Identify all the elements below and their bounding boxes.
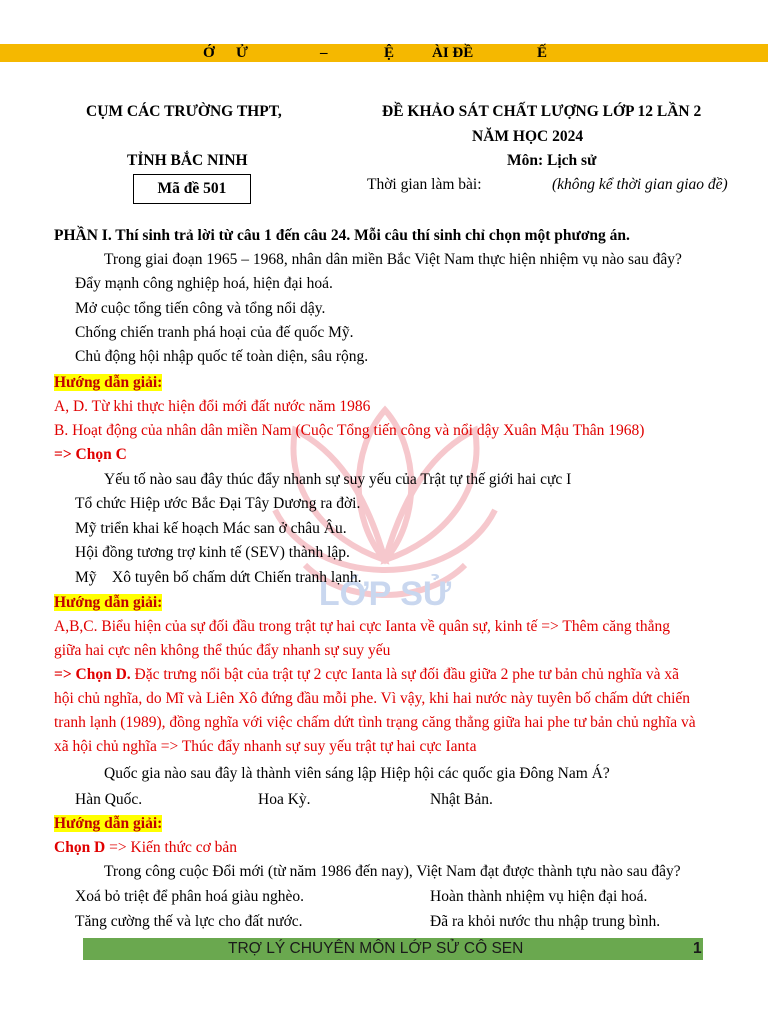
q4-option: Hoàn thành nhiệm vụ hiện đại hoá. [430, 888, 648, 905]
q2-answer-line: hội chủ nghĩa, do Mĩ và Liên Xô đứng đầu mỗi phe. Vì vậy, khi hai nước này tuyên bố chấm dứt chiến [54, 690, 691, 707]
guide-label: Hướng dẫn giải: [54, 374, 163, 391]
guide-label: Hướng dẫn giải: [54, 594, 163, 611]
banner-char: – [320, 45, 328, 61]
question-2: Yếu tố nào sau đây thúc đẩy nhanh sự suy yếu của Trật tự thế giới hai cực I [104, 471, 572, 488]
subject: Môn: Lịch sử [507, 152, 597, 169]
q2-guide-line: A,B,C. Biểu hiện của sự đối đầu trong trật tự hai cực Ianta về quân sự, kinh tế => Thêm căng thẳng [54, 618, 670, 635]
q1-guide-line: A, D. Từ khi thực hiện đổi mới đất nước năm 1986 [54, 398, 371, 415]
q4-option: Tăng cường thế và lực cho đất nước. [75, 913, 303, 930]
q2-option: Tổ chức Hiệp ước Bắc Đại Tây Dương ra đời. [75, 495, 361, 512]
q1-answer: => Chọn C [54, 446, 127, 463]
q1-option: Đẩy mạnh công nghiệp hoá, hiện đại hoá. [75, 275, 333, 292]
q2-answer-text: Đặc trưng nổi bật của trật tự 2 cực Ianta là sự đối đầu giữa 2 phe tư bản chủ nghĩa và xã [134, 666, 680, 683]
q3-option: Hàn Quốc. [75, 791, 143, 808]
page-number: 1 [693, 940, 702, 957]
time-label: Thời gian làm bài: [367, 176, 482, 193]
q3-option: Hoa Kỳ. [258, 791, 311, 808]
q3-answer-text: => Kiến thức cơ bản [109, 839, 238, 856]
q3-answer-label: Chọn D [54, 839, 106, 856]
q1-option: Chủ động hội nhập quốc tế toàn diện, sâu rộng. [75, 348, 369, 365]
exam-title: ĐỀ KHẢO SÁT CHẤT LƯỢNG LỚP 12 LẦN 2 [382, 103, 702, 120]
question-4: Trong công cuộc Đổi mới (từ năm 1986 đến nay), Việt Nam đạt được thành tựu nào sau đây? [104, 863, 681, 880]
q1-guide-line: B. Hoạt động của nhân dân miền Nam (Cuộc Tổng tiến công và nổi dậy Xuân Mậu Thân 1968) [54, 422, 645, 439]
question-1: Trong giai đoạn 1965 – 1968, nhân dân miền Bắc Việt Nam thực hiện nhiệm vụ nào sau đây? [104, 251, 682, 268]
q4-option: Đã ra khỏi nước thu nhập trung bình. [430, 913, 661, 930]
school-year: NĂM HỌC 2024 [472, 128, 584, 145]
banner-char: ÀI ĐỀ [432, 45, 474, 61]
school-cluster: CỤM CÁC TRƯỜNG THPT, [86, 103, 282, 120]
q2-answer-label: => Chọn D. [54, 666, 131, 683]
q2-guide-line: giữa hai cực nên không thể thúc đẩy nhanh sự suy yếu [54, 642, 391, 659]
q2-option: Hội đồng tương trợ kinh tế (SEV) thành lập. [75, 544, 350, 561]
top-banner [0, 44, 768, 62]
province: TỈNH BẮC NINH [127, 152, 248, 169]
banner-char: Ớ [203, 45, 215, 61]
exam-code-box: Mã đề 501 [133, 174, 251, 204]
q2-option: Mỹ triển khai kế hoạch Mác san ở châu Âu. [75, 520, 347, 537]
section-title: PHẦN I. Thí sinh trả lời từ câu 1 đến câu 24. Mỗi câu thí sinh chỉ chọn một phương án. [54, 227, 630, 244]
question-3: Quốc gia nào sau đây là thành viên sáng lập Hiệp hội các quốc gia Đông Nam Á? [104, 765, 610, 782]
q4-option: Xoá bỏ triệt để phân hoá giàu nghèo. [75, 888, 304, 905]
q2-answer-line: xã hội chủ nghĩa => Thúc đẩy nhanh sự suy yếu trật tự hai cực Ianta [54, 738, 477, 755]
watermark-text: LỚP SỬ [318, 575, 452, 613]
time-note: (không kể thời gian giao đề) [552, 176, 728, 193]
banner-char: Ệ [384, 45, 395, 61]
banner-char: Ế [537, 45, 548, 61]
footer-bar [83, 938, 703, 960]
guide-label: Hướng dẫn giải: [54, 815, 163, 832]
q2-option: Mỹ Xô tuyên bố chấm dứt Chiến tranh lạnh. [75, 569, 362, 586]
q3-option: Nhật Bản. [430, 791, 493, 808]
q1-option: Chống chiến tranh phá hoại của đế quốc Mỹ. [75, 324, 354, 341]
banner-char: Ử [236, 45, 248, 61]
footer-text: TRỢ LÝ CHUYÊN MÔN LỚP SỬ CÔ SEN [228, 940, 524, 957]
q2-answer-line: tranh lạnh (1989), đồng nghĩa với việc chấm dứt tình trạng căng thẳng giữa hai phe tư bản chủ nghĩa và [54, 714, 696, 731]
q1-option: Mở cuộc tổng tiến công và tổng nổi dậy. [75, 300, 326, 317]
